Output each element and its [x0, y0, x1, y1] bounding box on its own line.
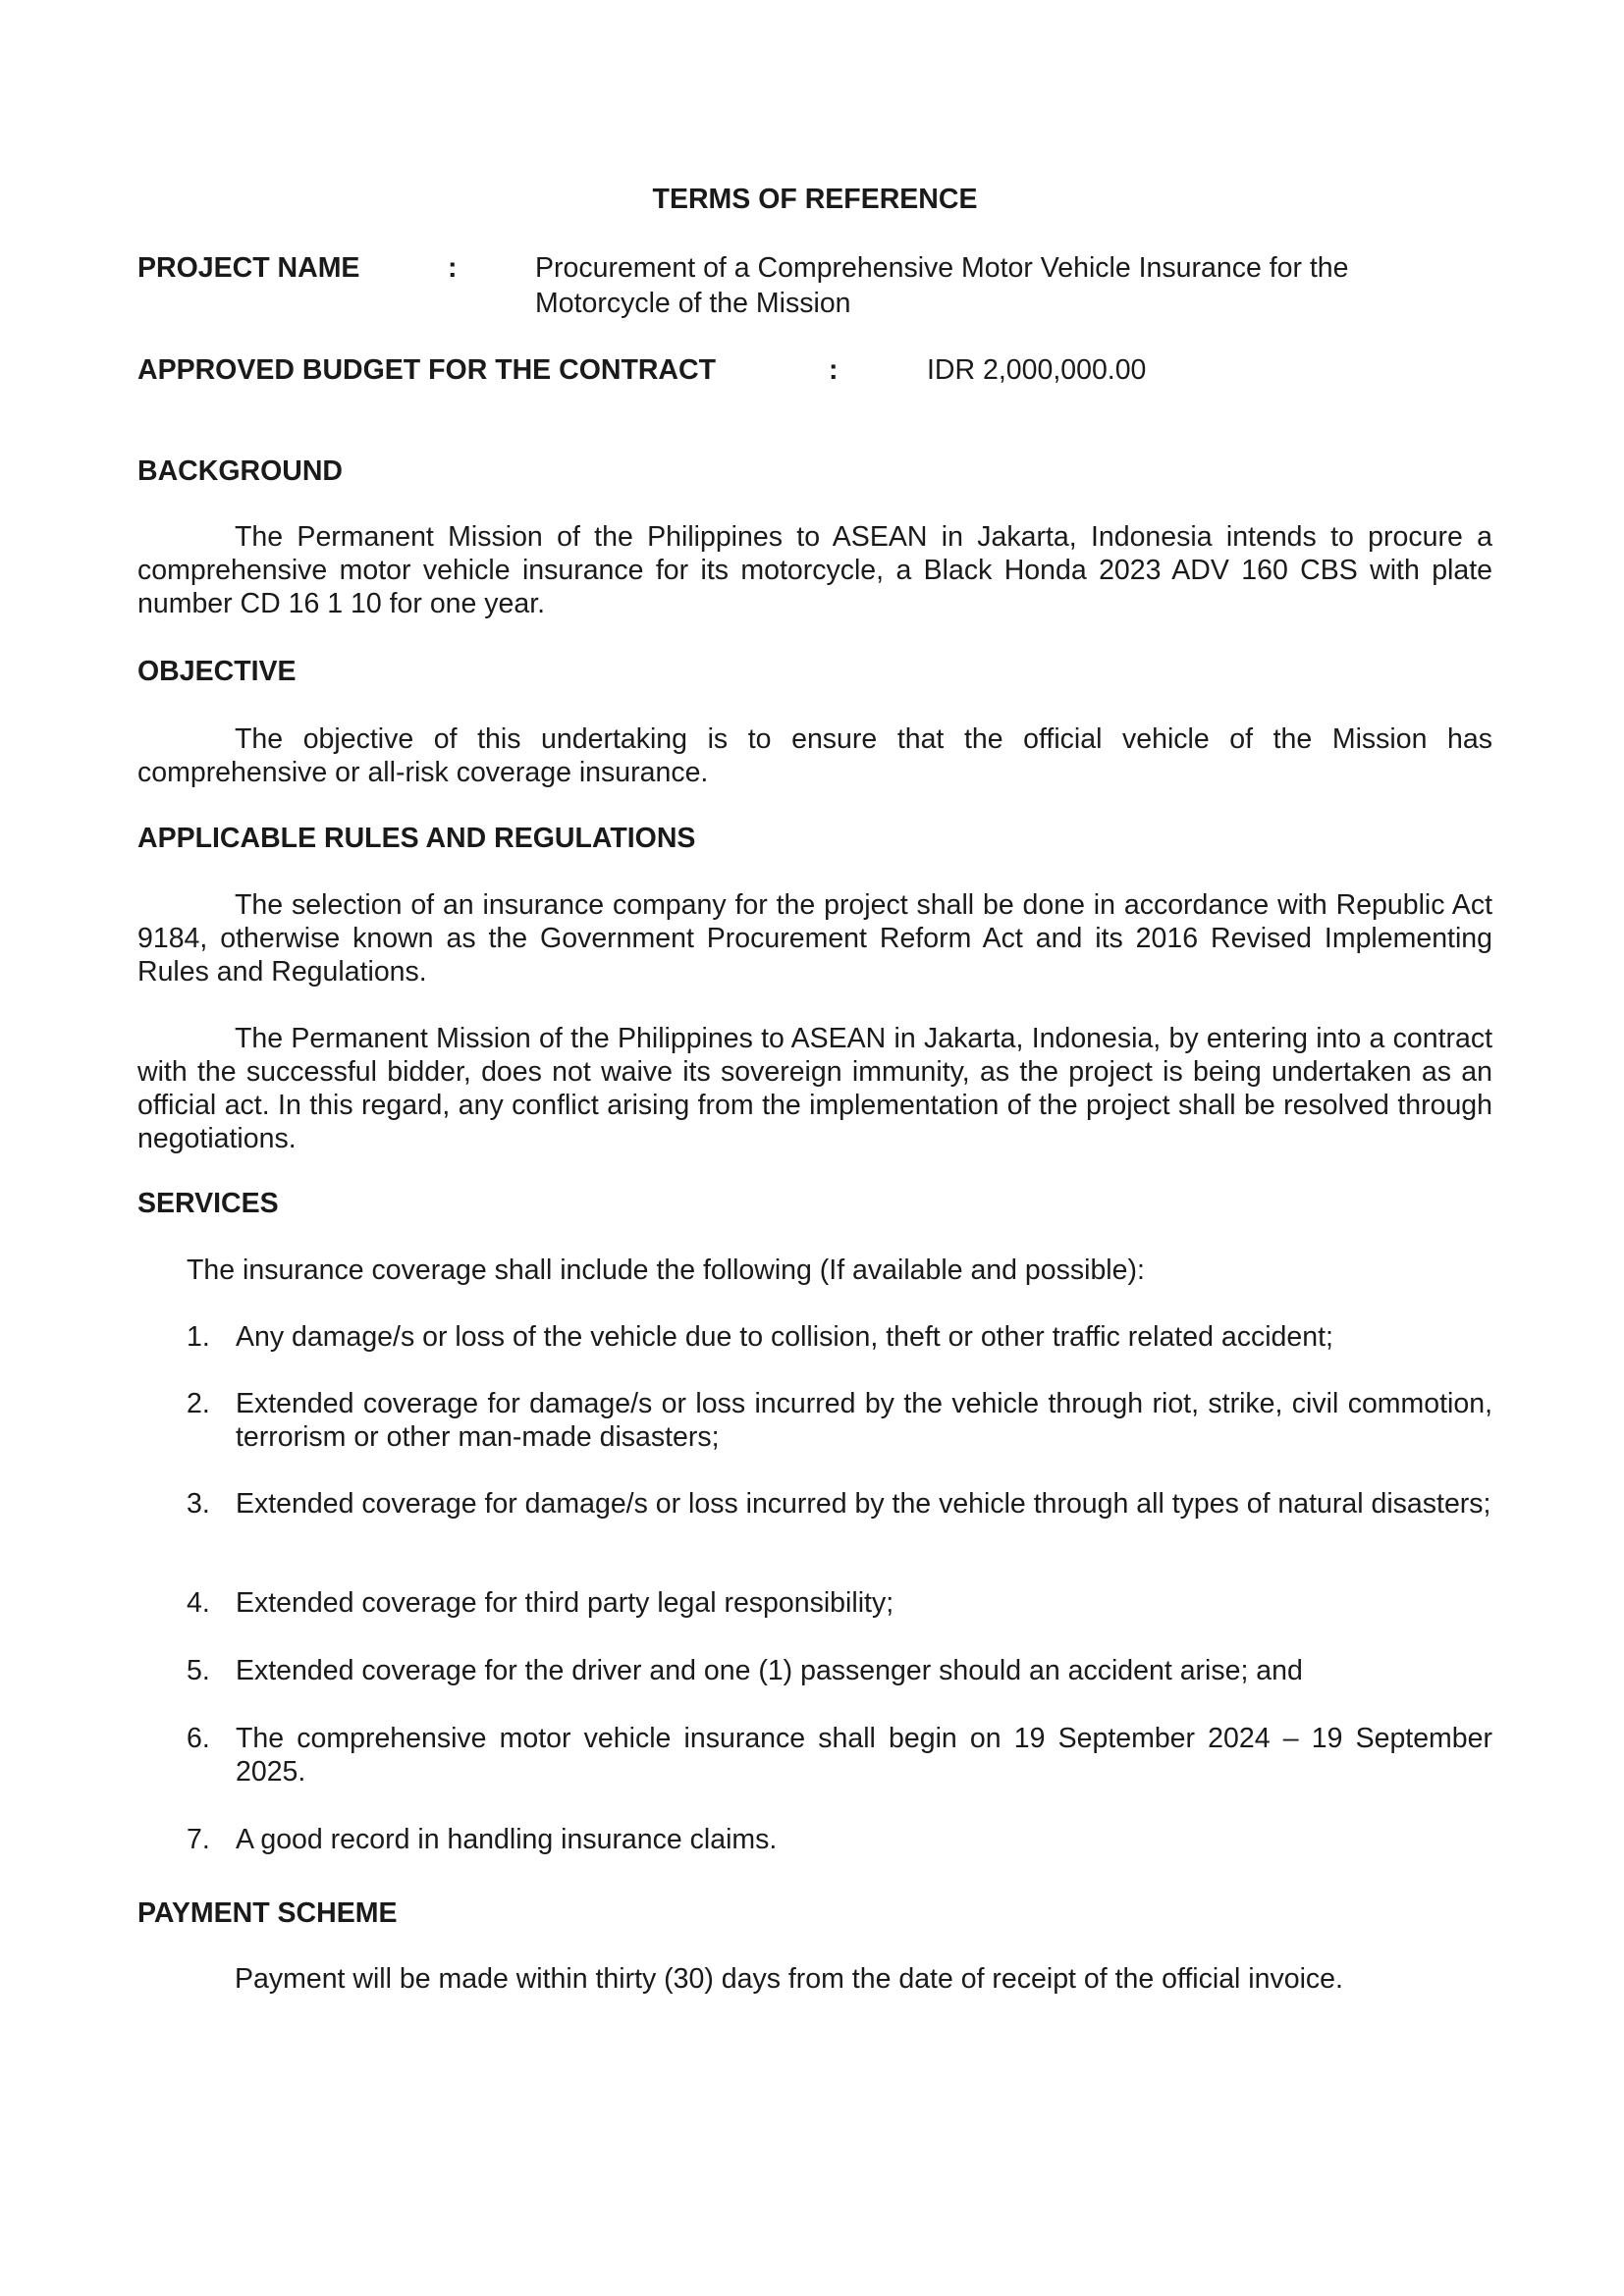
project-name-value-line2: Motorcycle of the Mission — [535, 288, 851, 319]
project-name-value-line1: Procurement of a Comprehensive Motor Vehicle Insurance for the — [535, 252, 1349, 284]
list-item-number: 1. — [187, 1321, 210, 1353]
payment-paragraph: Payment will be made within thirty (30) days from the date of receipt of the official invoice. — [235, 1963, 1343, 1995]
list-item-text: The comprehensive motor vehicle insurance shall begin on 19 September 2024 – 19 September 2025. — [236, 1723, 1492, 1788]
list-item-text: Any damage/s or loss of the vehicle due to collision, theft or other traffic related accident; — [236, 1321, 1333, 1353]
approved-budget-separator: : — [829, 354, 839, 386]
list-item-number: 6. — [187, 1723, 210, 1754]
list-item-text: Extended coverage for the driver and one (1) passenger should an accident arise; and — [236, 1655, 1303, 1686]
document-title: TERMS OF REFERENCE — [652, 184, 978, 215]
list-item-text: Extended coverage for damage/s or loss incurred by the vehicle through all types of natural disasters; — [236, 1488, 1491, 1520]
project-name-label: PROJECT NAME — [137, 252, 360, 284]
background-heading: BACKGROUND — [137, 455, 343, 487]
rules-heading: APPLICABLE RULES AND REGULATIONS — [137, 823, 696, 854]
rules-paragraph-2: The Permanent Mission of the Philippines to ASEAN in Jakarta, Indonesia, by entering into a contract with the successful bidder, does not waive its sovereign immunity, as the project is being undertaken as an official act. In this regard, any conflict arising from the implementation of the project shall be resolved through negotiations. — [137, 1023, 1492, 1154]
list-item-number: 2. — [187, 1388, 210, 1419]
project-name-separator: : — [448, 252, 458, 284]
list-item-text: Extended coverage for third party legal responsibility; — [236, 1587, 894, 1619]
list-item-number: 4. — [187, 1587, 210, 1619]
services-heading: SERVICES — [137, 1188, 279, 1219]
list-item-text: A good record in handling insurance claims. — [236, 1824, 778, 1855]
rules-paragraph-1: The selection of an insurance company for the project shall be done in accordance with Republic Act 9184, otherwise known as the Government Procurement Reform Act and its 2016 Revised Implementing Rules and Regulations. — [137, 889, 1492, 988]
objective-paragraph: The objective of this undertaking is to ensure that the official vehicle of the Mission has comprehensive or all-risk coverage insurance. — [137, 723, 1492, 788]
services-intro: The insurance coverage shall include the following (If available and possible): — [187, 1255, 1145, 1286]
list-item-text: Extended coverage for damage/s or loss incurred by the vehicle through riot, strike, civil commotion, terrorism or other man-made disasters; — [236, 1388, 1492, 1453]
list-item-number: 5. — [187, 1655, 210, 1686]
approved-budget-label: APPROVED BUDGET FOR THE CONTRACT — [137, 354, 717, 386]
objective-heading: OBJECTIVE — [137, 656, 297, 687]
payment-heading: PAYMENT SCHEME — [137, 1897, 398, 1929]
list-item-number: 3. — [187, 1488, 210, 1520]
background-paragraph: The Permanent Mission of the Philippines to ASEAN in Jakarta, Indonesia intends to procure a comprehensive motor vehicle insurance for its motorcycle, a Black Honda 2023 ADV 160 CBS with plate number CD 16 1 10 for one year. — [137, 521, 1492, 619]
list-item-number: 7. — [187, 1824, 210, 1855]
approved-budget-value: IDR 2,000,000.00 — [927, 354, 1147, 386]
